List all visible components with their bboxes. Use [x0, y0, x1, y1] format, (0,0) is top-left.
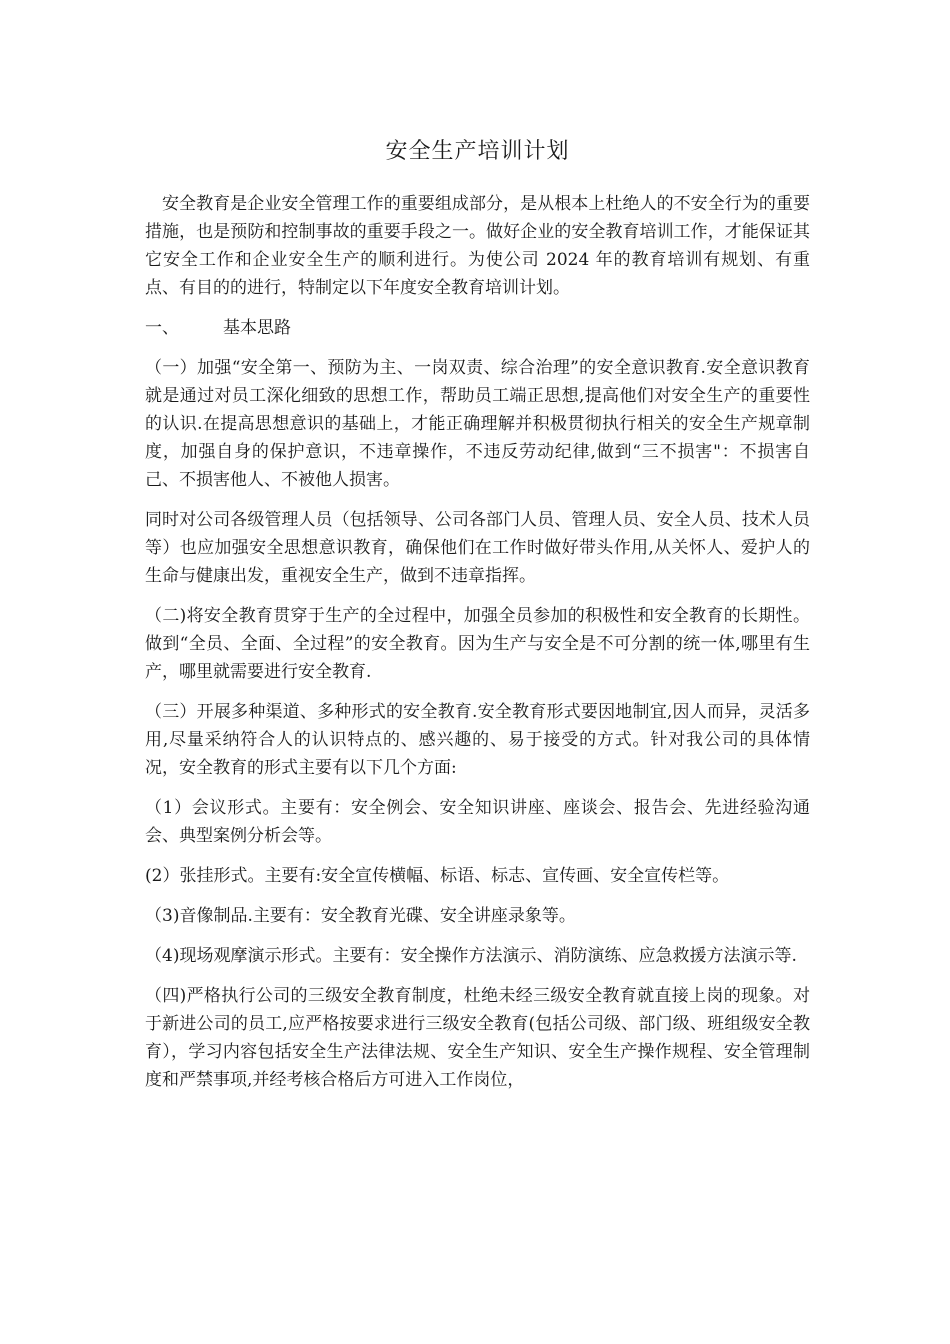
- list-item-demonstrations: （4)现场观摩演示形式。主要有：安全操作方法演示、消防演练、应急救援方法演示等.: [145, 946, 797, 966]
- paragraph-managers: 同时对公司各级管理人员（包括领导、公司各部门人员、管理人员、安全人员、技术人员等）也应加强安全思想意识教育，确保他们在工作时做好带头作用,从关怀人、爱护人的生命与健康出发，重视安全生产，做到不违章指挥。: [145, 510, 810, 586]
- intro-paragraph: 安全教育是企业安全管理工作的重要组成部分，是从根本上杜绝人的不安全行为的重要措施，也是预防和控制事故的重要手段之一。做好企业的安全教育培训工作，才能保证其它安全工作和企业安全生产的顺利进行。为使公司 2024 年的教育培训有规划、有重点、有目的的进行，特制定以下年度安全教育培训计划。: [145, 194, 810, 298]
- paragraph-whole-process: （二)将安全教育贯穿于生产的全过程中，加强全员参加的积极性和安全教育的长期性。做到“全员、全面、全过程”的安全教育。因为生产与安全是不可分割的统一体,哪里有生产，哪里就需要进行安全教育.: [145, 606, 810, 682]
- list-item-meetings: （1）会议形式。主要有：安全例会、安全知识讲座、座谈会、报告会、先进经验沟通会、典型案例分析会等。: [145, 798, 810, 846]
- document-body: [145, 134, 810, 1106]
- page-title: 安全生产培训计划: [385, 139, 570, 164]
- section-number: 一、: [145, 318, 179, 338]
- paragraph-three-level: （四)严格执行公司的三级安全教育制度，杜绝未经三级安全教育就直接上岗的现象。对于新进公司的员工,应严格按要求进行三级安全教育(包括公司级、部门级、班组级安全教育），学习内容包括安全生产法律法规、安全生产知识、安全生产操作规程、安全管理制度和严禁事项,并经考核合格后方可进入工作岗位，: [145, 986, 810, 1090]
- section-heading-1: [145, 314, 810, 342]
- list-item-posters: (2）张挂形式。主要有:安全宣传横幅、标语、标志、宣传画、安全宣传栏等。: [145, 866, 730, 886]
- list-item-media: （3)音像制品.主要有：安全教育光碟、安全讲座录象等。: [145, 906, 576, 926]
- paragraph-awareness: （一）加强“安全第一、预防为主、一岗双责、综合治理”的安全意识教育.安全意识教育就是通过对员工深化细致的思想工作，帮助员工端正思想,提高他们对安全生产的重要性的认识.在提高思想意识的基础上，才能正确理解并积极贯彻执行相关的安全生产规章制度，加强自身的保护意识，不违章操作，不违反劳动纪律,做到“三不损害"：不损害自己、不损害他人、不被他人损害。: [145, 358, 810, 490]
- section-title: 基本思路: [223, 318, 291, 338]
- paragraph-forms: （三）开展多种渠道、多种形式的安全教育.安全教育形式要因地制宜,因人而异，灵活多用,尽量采纳符合人的认识特点的、感兴趣的、易于接受的方式。针对我公司的具体情况，安全教育的形式主要有以下几个方面:: [145, 702, 810, 778]
